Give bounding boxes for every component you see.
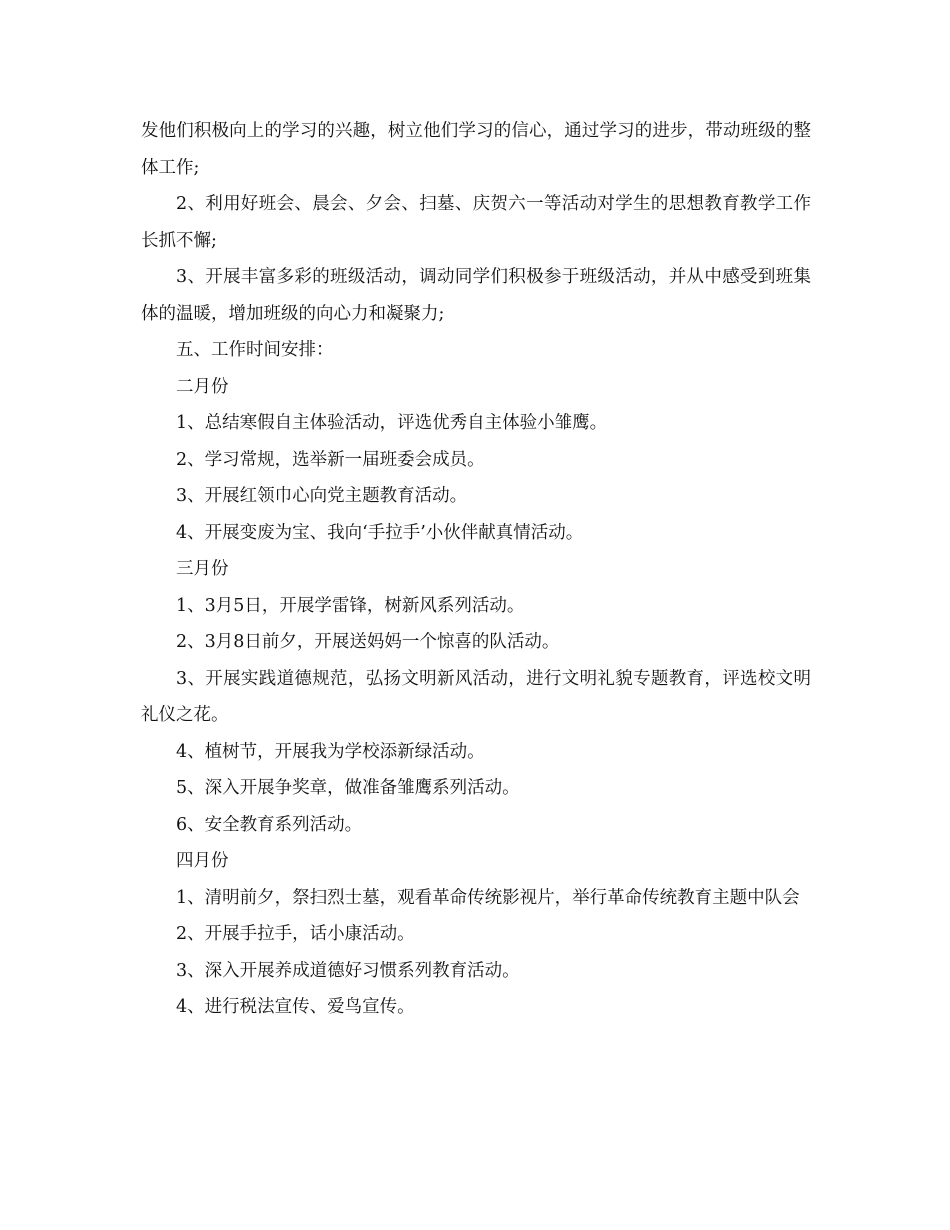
list-item: 4、进行税法宣传、爱鸟宣传。 [176,997,415,1017]
list-item: 4、开展变废为宝、我向‘手拉手’小伙伴献真情活动。 [176,522,584,543]
list-item: 2、开展手拉手，话小康活动。 [176,924,415,944]
list-item: 2、3月8日前夕，开展送妈妈一个惊喜的队活动。 [176,632,560,652]
month-heading: 四月份 [176,851,229,871]
document-body [141,113,811,1026]
list-item: 1、总结寒假自主体验活动，评选优秀自主体验小雏鹰。 [176,413,608,433]
list-item: 3、开展实践道德规范，弘扬文明新风活动，进行文明礼貌专题教育，评选校文明礼仪之花。 [141,668,811,725]
section-heading: 五、工作时间安排： [176,340,334,360]
list-item: 6、安全教育系列活动。 [176,814,363,835]
list-item: 3、开展丰富多彩的班级活动，调动同学们积极参于班级活动，并从中感受到班集体的温暖，增加班级的向心力和凝聚力; [141,267,811,324]
list-item: 2、学习常规，选举新一届班委会成员。 [176,449,485,470]
list-item: 3、深入开展养成道德好习惯系列教育活动。 [176,960,520,981]
list-item: 3、开展红领巾心向党主题教育活动。 [176,486,468,506]
month-heading: 三月份 [176,559,229,579]
month-heading: 二月份 [176,376,229,397]
list-item: 2、利用好班会、晨会、夕会、扫墓、庆贺六一等活动对学生的思想教育教学工作长抓不懈; [141,194,811,251]
paragraph: 发他们积极向上的学习的兴趣，树立他们学习的信心，通过学习的进步，带动班级的整体工作; [141,121,811,178]
list-item: 4、植树节，开展我为学校添新绿活动。 [176,741,485,762]
list-item: 1、清明前夕，祭扫烈士墓，观看革命传统影视片，举行革命传统教育主题中队会 [176,887,800,908]
list-item: 5、深入开展争奖章，做准备雏鹰系列活动。 [176,778,520,798]
list-item: 1、3月5日，开展学雷锋，树新风系列活动。 [176,595,525,616]
